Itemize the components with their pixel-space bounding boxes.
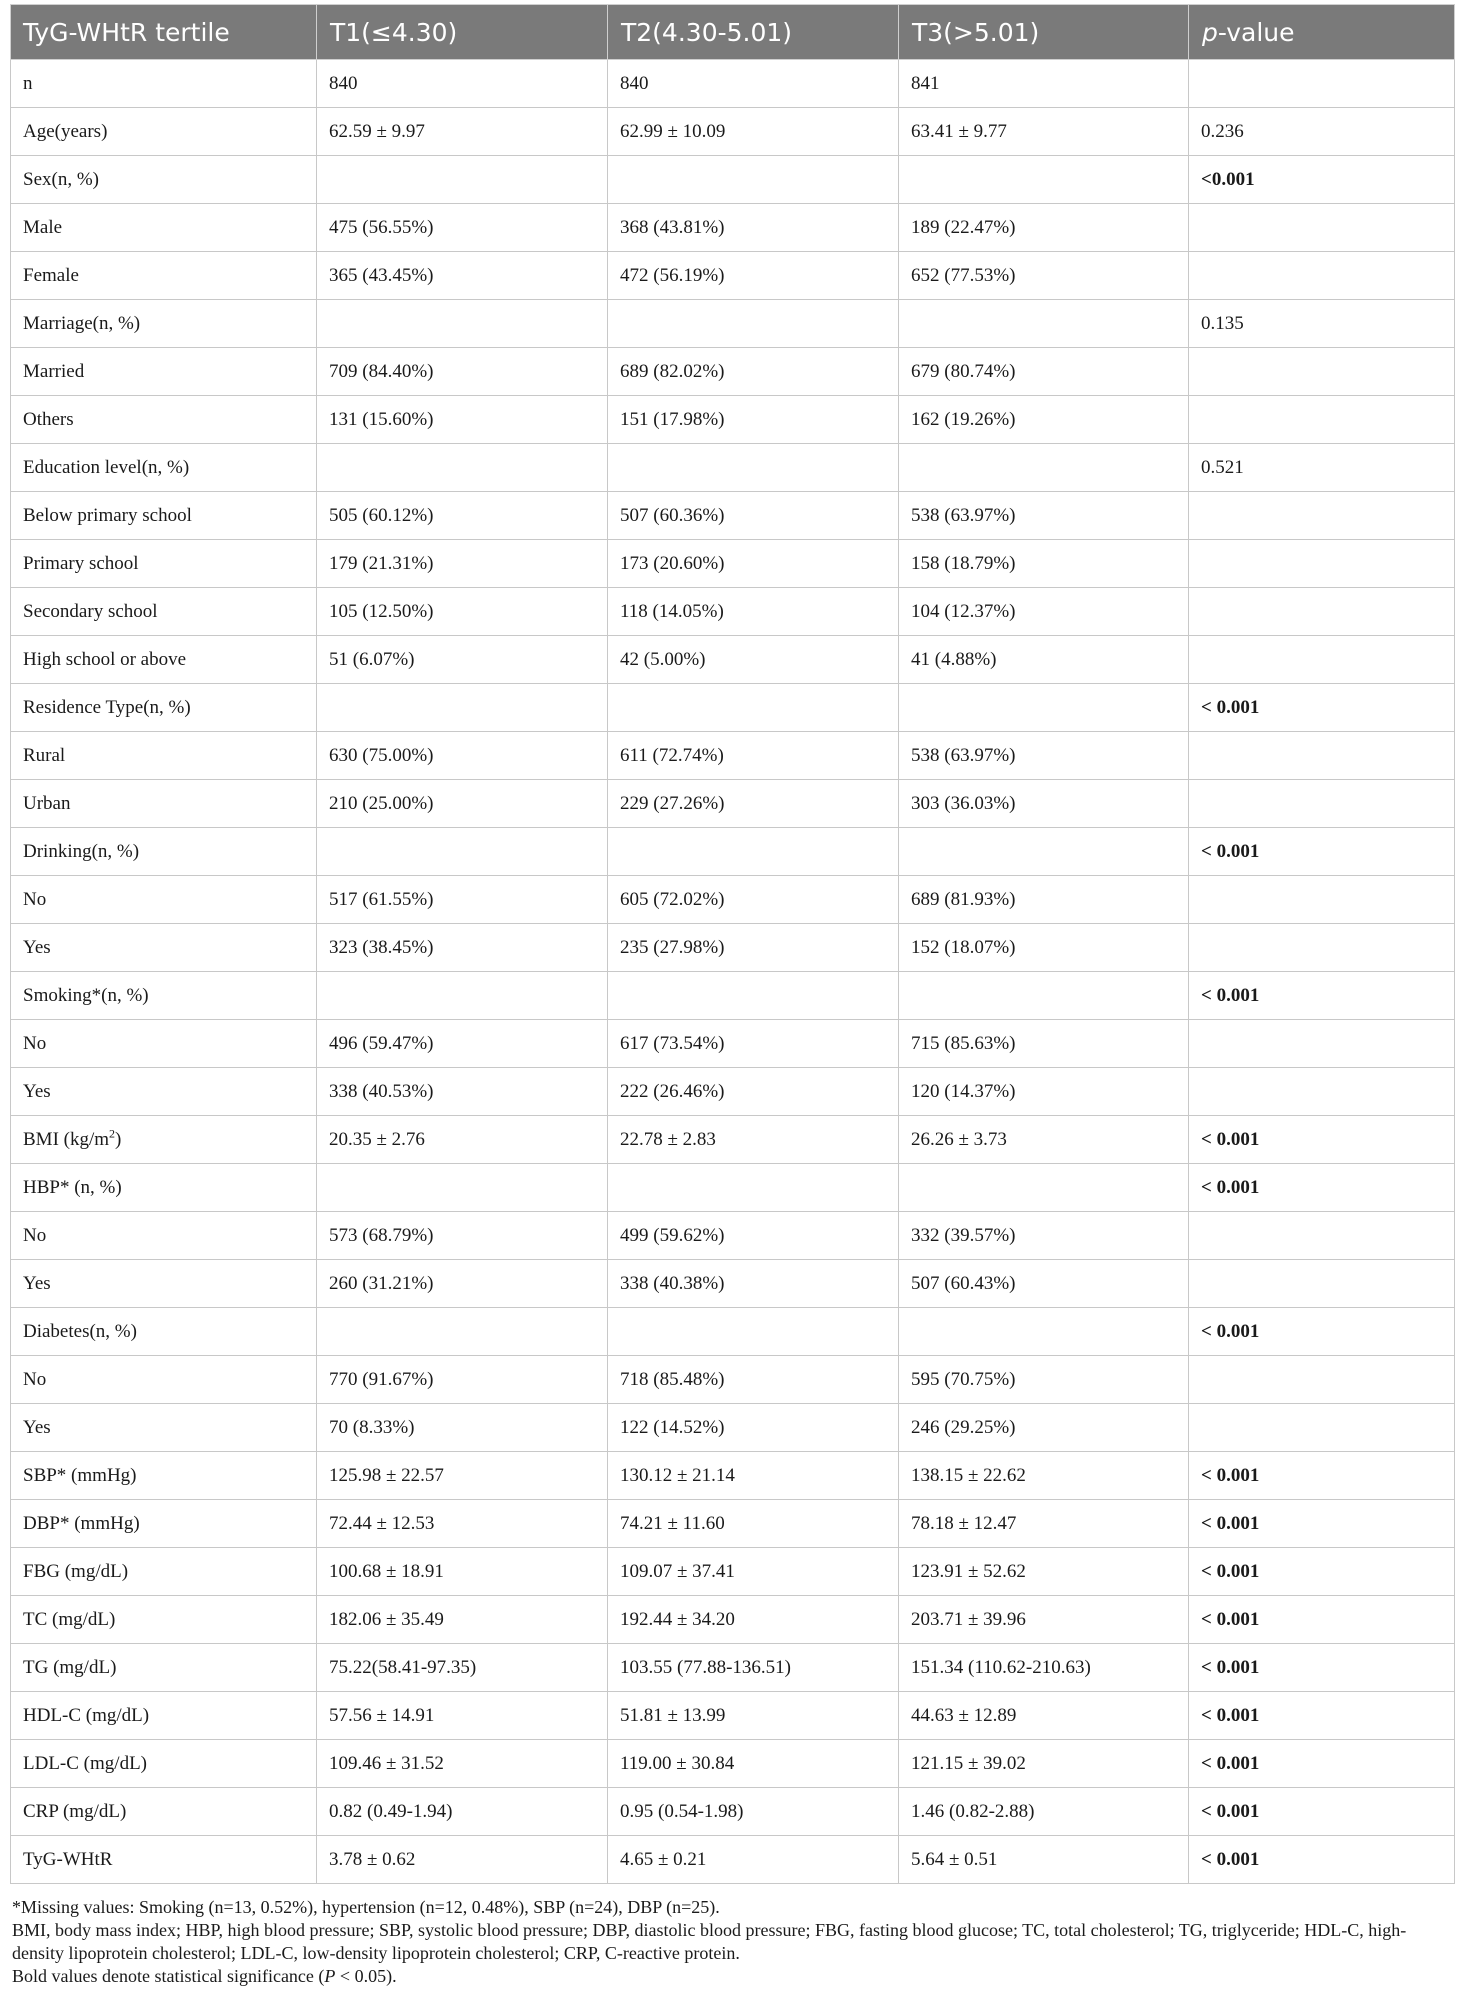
cell-t2: 22.78 ± 2.83 (608, 1116, 899, 1164)
table-row (11, 1692, 1455, 1740)
row-label-text: Sex(n, %) (23, 168, 99, 190)
header-p-rest: -value (1217, 17, 1295, 47)
footnote-abbrev-1: BMI, body mass index; HBP, high blood pressure; SBP, systolic blood pressure; DBP, diastolic blood pressure; FBG, fasting blood glucose; TC, total cholesterol; TG, triglyceride; HDL-C, high- (12, 1920, 1407, 1940)
cell-p-value: 0.521 (1189, 444, 1455, 492)
cell-t1: 630 (75.00%) (317, 732, 608, 780)
row-label (11, 1068, 317, 1116)
table-row (11, 924, 1455, 972)
row-label (11, 588, 317, 636)
row-label-text: LDL-C (mg/dL) (23, 1752, 148, 1774)
row-label-text: Smoking*(n, %) (23, 984, 149, 1006)
row-label-text: SBP* (mmHg) (23, 1464, 137, 1486)
cell-p-value (1189, 876, 1455, 924)
cell-t3: 5.64 ± 0.51 (899, 1836, 1189, 1884)
cell-t3: 538 (63.97%) (899, 492, 1189, 540)
row-label-text: Marriage(n, %) (23, 312, 141, 334)
cell-t1: 323 (38.45%) (317, 924, 608, 972)
cell-t1 (317, 156, 608, 204)
row-label-text: No (23, 1032, 47, 1054)
cell-t2: 192.44 ± 34.20 (608, 1596, 899, 1644)
table-row (11, 1548, 1455, 1596)
footnote-missing: *Missing values: Smoking (n=13, 0.52%), hypertension (n=12, 0.48%), SBP (n=24), DBP (n=25). (12, 1897, 720, 1917)
cell-p-value: < 0.001 (1189, 1116, 1455, 1164)
cell-t2: 122 (14.52%) (608, 1404, 899, 1452)
cell-p-value: < 0.001 (1189, 1836, 1455, 1884)
table-row (11, 60, 1455, 108)
cell-p-value: 0.135 (1189, 300, 1455, 348)
row-label (11, 1260, 317, 1308)
cell-t1: 709 (84.40%) (317, 348, 608, 396)
cell-p-value: < 0.001 (1189, 1308, 1455, 1356)
cell-t3: 246 (29.25%) (899, 1404, 1189, 1452)
cell-t2: 507 (60.36%) (608, 492, 899, 540)
row-label-text: Others (23, 408, 74, 430)
cell-p-value (1189, 540, 1455, 588)
row-label-text: Married (23, 360, 85, 382)
header-p-value (1189, 5, 1455, 60)
cell-p-value: < 0.001 (1189, 1548, 1455, 1596)
cell-t3 (899, 1308, 1189, 1356)
row-label (11, 1548, 317, 1596)
table-row (11, 636, 1455, 684)
row-label-text: Diabetes(n, %) (23, 1320, 137, 1342)
cell-t3 (899, 684, 1189, 732)
row-label-suffix: ) (115, 1128, 122, 1150)
footnote-significance (12, 1965, 1454, 1988)
cell-p-value: < 0.001 (1189, 684, 1455, 732)
cell-p-value (1189, 348, 1455, 396)
cell-p-value (1189, 1260, 1455, 1308)
cell-t2: 222 (26.46%) (608, 1068, 899, 1116)
table-row (11, 732, 1455, 780)
cell-p-value (1189, 252, 1455, 300)
cell-t1 (317, 972, 608, 1020)
row-label (11, 444, 317, 492)
footnote-abbrev-2: density lipoprotein cholesterol; LDL-C, low-density lipoprotein cholesterol; CRP, C-reactive protein. (12, 1943, 740, 1963)
cell-t2: 173 (20.60%) (608, 540, 899, 588)
cell-p-value (1189, 924, 1455, 972)
table-header (11, 5, 1455, 60)
cell-p-value: < 0.001 (1189, 1596, 1455, 1644)
cell-t1: 210 (25.00%) (317, 780, 608, 828)
table-container (10, 4, 1454, 1988)
cell-t2: 499 (59.62%) (608, 1212, 899, 1260)
table-row (11, 1452, 1455, 1500)
cell-p-value (1189, 492, 1455, 540)
cell-t3: 63.41 ± 9.77 (899, 108, 1189, 156)
cell-t1: 57.56 ± 14.91 (317, 1692, 608, 1740)
cell-p-value: 0.236 (1189, 108, 1455, 156)
table-row (11, 156, 1455, 204)
row-label-text: Below primary school (23, 504, 192, 526)
row-label (11, 348, 317, 396)
table-row (11, 444, 1455, 492)
row-label (11, 1212, 317, 1260)
cell-t1: 505 (60.12%) (317, 492, 608, 540)
cell-t3: 507 (60.43%) (899, 1260, 1189, 1308)
cell-t1: 125.98 ± 22.57 (317, 1452, 608, 1500)
row-label (11, 300, 317, 348)
row-label (11, 1116, 317, 1164)
cell-t1 (317, 1164, 608, 1212)
cell-t3: 44.63 ± 12.89 (899, 1692, 1189, 1740)
cell-p-value (1189, 60, 1455, 108)
footnote-sig-a: Bold values denote statistical significance ( (12, 1966, 325, 1986)
cell-t2 (608, 1308, 899, 1356)
cell-t1 (317, 444, 608, 492)
cell-t3: 121.15 ± 39.02 (899, 1740, 1189, 1788)
cell-t2: 118 (14.05%) (608, 588, 899, 636)
cell-t1: 573 (68.79%) (317, 1212, 608, 1260)
row-label (11, 876, 317, 924)
cell-t3: 595 (70.75%) (899, 1356, 1189, 1404)
cell-t1 (317, 1308, 608, 1356)
table-row (11, 828, 1455, 876)
cell-p-value (1189, 1356, 1455, 1404)
table-row (11, 540, 1455, 588)
table-row (11, 1404, 1455, 1452)
cell-t1: 517 (61.55%) (317, 876, 608, 924)
cell-t2: 0.95 (0.54-1.98) (608, 1788, 899, 1836)
header-p-italic: p (1202, 17, 1218, 47)
table-row (11, 300, 1455, 348)
row-label-text: Secondary school (23, 600, 158, 622)
cell-t1: 70 (8.33%) (317, 1404, 608, 1452)
cell-t3: 715 (85.63%) (899, 1020, 1189, 1068)
cell-p-value: < 0.001 (1189, 1164, 1455, 1212)
row-label (11, 156, 317, 204)
row-label (11, 684, 317, 732)
table-row (11, 396, 1455, 444)
cell-t2: 130.12 ± 21.14 (608, 1452, 899, 1500)
cell-t1: 496 (59.47%) (317, 1020, 608, 1068)
cell-t1: 260 (31.21%) (317, 1260, 608, 1308)
cell-t1: 0.82 (0.49-1.94) (317, 1788, 608, 1836)
cell-t2: 338 (40.38%) (608, 1260, 899, 1308)
cell-t3 (899, 156, 1189, 204)
row-label-text: CRP (mg/dL) (23, 1800, 127, 1822)
table-row (11, 1164, 1455, 1212)
header-t1: T1(≤4.30) (317, 5, 608, 60)
cell-t1: 840 (317, 60, 608, 108)
row-label (11, 204, 317, 252)
cell-t2: 42 (5.00%) (608, 636, 899, 684)
table-row (11, 972, 1455, 1020)
table-row (11, 876, 1455, 924)
row-label-text: Male (23, 216, 63, 238)
table-row (11, 1500, 1455, 1548)
cell-t2: 229 (27.26%) (608, 780, 899, 828)
row-label-text: Education level(n, %) (23, 456, 190, 478)
row-label-text: TC (mg/dL) (23, 1608, 116, 1630)
cell-t1 (317, 828, 608, 876)
cell-t2: 605 (72.02%) (608, 876, 899, 924)
row-label (11, 924, 317, 972)
row-label (11, 396, 317, 444)
row-label (11, 1356, 317, 1404)
header-tertile: TyG-WHtR tertile (11, 5, 317, 60)
table-row (11, 1308, 1455, 1356)
cell-t2 (608, 156, 899, 204)
cell-t2: 151 (17.98%) (608, 396, 899, 444)
row-label-text: Yes (23, 936, 51, 958)
cell-t2: 74.21 ± 11.60 (608, 1500, 899, 1548)
cell-t2: 472 (56.19%) (608, 252, 899, 300)
row-label-text: Yes (23, 1416, 51, 1438)
cell-p-value: < 0.001 (1189, 1452, 1455, 1500)
row-label-text: TG (mg/dL) (23, 1656, 117, 1678)
cell-t3 (899, 828, 1189, 876)
row-label-text: Urban (23, 792, 71, 814)
cell-t2: 109.07 ± 37.41 (608, 1548, 899, 1596)
table-body (11, 60, 1455, 1884)
cell-t1: 131 (15.60%) (317, 396, 608, 444)
cell-t3 (899, 1164, 1189, 1212)
header-t3: T3(>5.01) (899, 5, 1189, 60)
table-row (11, 1116, 1455, 1164)
cell-p-value: < 0.001 (1189, 1500, 1455, 1548)
row-label (11, 1740, 317, 1788)
row-label-text: No (23, 888, 47, 910)
cell-t3 (899, 300, 1189, 348)
row-label-superscript: 2 (109, 1126, 116, 1141)
row-label (11, 972, 317, 1020)
table-row (11, 1836, 1455, 1884)
table-row (11, 1260, 1455, 1308)
cell-t3: 841 (899, 60, 1189, 108)
table-footnotes (10, 1896, 1454, 1988)
cell-t3: 689 (81.93%) (899, 876, 1189, 924)
table-row (11, 588, 1455, 636)
table-row (11, 1020, 1455, 1068)
cell-t1: 62.59 ± 9.97 (317, 108, 608, 156)
cell-t3: 151.34 (110.62-210.63) (899, 1644, 1189, 1692)
cell-p-value (1189, 396, 1455, 444)
row-label-text: High school or above (23, 648, 187, 670)
footnote-sig-b: < 0.05). (335, 1966, 397, 1986)
cell-t3: 152 (18.07%) (899, 924, 1189, 972)
row-label-text: No (23, 1224, 47, 1246)
cell-p-value: < 0.001 (1189, 1644, 1455, 1692)
table-row (11, 780, 1455, 828)
cell-t2: 840 (608, 60, 899, 108)
row-label (11, 780, 317, 828)
header-t2: T2(4.30-5.01) (608, 5, 899, 60)
table-row (11, 204, 1455, 252)
row-label-text: HDL-C (mg/dL) (23, 1704, 150, 1726)
cell-t2: 103.55 (77.88-136.51) (608, 1644, 899, 1692)
row-label (11, 828, 317, 876)
row-label-text: Age(years) (23, 120, 108, 142)
table-row (11, 492, 1455, 540)
cell-p-value (1189, 1068, 1455, 1116)
cell-t2 (608, 684, 899, 732)
cell-t3: 158 (18.79%) (899, 540, 1189, 588)
cell-t3: 138.15 ± 22.62 (899, 1452, 1189, 1500)
row-label-text: TyG-WHtR (23, 1848, 113, 1870)
cell-t3: 26.26 ± 3.73 (899, 1116, 1189, 1164)
row-label (11, 60, 317, 108)
cell-t3: 120 (14.37%) (899, 1068, 1189, 1116)
cell-t1: 20.35 ± 2.76 (317, 1116, 608, 1164)
cell-t1: 72.44 ± 12.53 (317, 1500, 608, 1548)
cell-t3 (899, 972, 1189, 1020)
cell-t2 (608, 1164, 899, 1212)
table-row (11, 252, 1455, 300)
row-label-text: Rural (23, 744, 66, 766)
footnote-sig-p: P (324, 1966, 336, 1986)
table-row (11, 1740, 1455, 1788)
row-label (11, 252, 317, 300)
cell-t3: 162 (19.26%) (899, 396, 1189, 444)
cell-t1: 365 (43.45%) (317, 252, 608, 300)
cell-p-value: <0.001 (1189, 156, 1455, 204)
cell-t1: 75.22(58.41-97.35) (317, 1644, 608, 1692)
table-row (11, 348, 1455, 396)
cell-t1: 338 (40.53%) (317, 1068, 608, 1116)
cell-t2 (608, 444, 899, 492)
cell-p-value (1189, 636, 1455, 684)
cell-t1: 770 (91.67%) (317, 1356, 608, 1404)
row-label (11, 108, 317, 156)
row-label-text: Drinking(n, %) (23, 840, 140, 862)
row-label-text: n (23, 72, 33, 94)
row-label-text: DBP* (mmHg) (23, 1512, 140, 1534)
row-label (11, 540, 317, 588)
cell-p-value: < 0.001 (1189, 1692, 1455, 1740)
cell-t2: 4.65 ± 0.21 (608, 1836, 899, 1884)
cell-t2: 51.81 ± 13.99 (608, 1692, 899, 1740)
table-row (11, 1356, 1455, 1404)
row-label (11, 636, 317, 684)
cell-p-value (1189, 1020, 1455, 1068)
table-row (11, 1596, 1455, 1644)
cell-p-value: < 0.001 (1189, 1788, 1455, 1836)
cell-t1: 475 (56.55%) (317, 204, 608, 252)
cell-p-value (1189, 732, 1455, 780)
cell-t3: 679 (80.74%) (899, 348, 1189, 396)
row-label-text: Primary school (23, 552, 139, 574)
cell-t1: 182.06 ± 35.49 (317, 1596, 608, 1644)
row-label (11, 1836, 317, 1884)
cell-t1: 109.46 ± 31.52 (317, 1740, 608, 1788)
cell-t1: 51 (6.07%) (317, 636, 608, 684)
baseline-characteristics-table (10, 4, 1455, 1884)
cell-t2 (608, 828, 899, 876)
cell-t3: 303 (36.03%) (899, 780, 1189, 828)
row-label (11, 1164, 317, 1212)
cell-p-value (1189, 1404, 1455, 1452)
cell-t3: 203.71 ± 39.96 (899, 1596, 1189, 1644)
cell-t3: 123.91 ± 52.62 (899, 1548, 1189, 1596)
row-label (11, 1596, 317, 1644)
cell-t3: 104 (12.37%) (899, 588, 1189, 636)
row-label (11, 1644, 317, 1692)
cell-p-value (1189, 780, 1455, 828)
header-row (11, 5, 1455, 60)
cell-t2: 718 (85.48%) (608, 1356, 899, 1404)
cell-t3: 1.46 (0.82-2.88) (899, 1788, 1189, 1836)
cell-p-value: < 0.001 (1189, 1740, 1455, 1788)
cell-t3: 78.18 ± 12.47 (899, 1500, 1189, 1548)
cell-t2 (608, 300, 899, 348)
row-label (11, 1452, 317, 1500)
row-label-text: HBP* (n, %) (23, 1176, 122, 1198)
cell-t3: 652 (77.53%) (899, 252, 1189, 300)
cell-t1: 100.68 ± 18.91 (317, 1548, 608, 1596)
cell-p-value (1189, 1212, 1455, 1260)
cell-t2 (608, 972, 899, 1020)
row-label (11, 1404, 317, 1452)
row-label-text: Yes (23, 1080, 51, 1102)
cell-t3: 332 (39.57%) (899, 1212, 1189, 1260)
row-label (11, 1692, 317, 1740)
cell-p-value: < 0.001 (1189, 972, 1455, 1020)
cell-t1: 3.78 ± 0.62 (317, 1836, 608, 1884)
row-label-text: FBG (mg/dL) (23, 1560, 129, 1582)
cell-t2: 368 (43.81%) (608, 204, 899, 252)
row-label-text: No (23, 1368, 47, 1390)
cell-t3: 538 (63.97%) (899, 732, 1189, 780)
cell-t2: 119.00 ± 30.84 (608, 1740, 899, 1788)
cell-t3: 189 (22.47%) (899, 204, 1189, 252)
cell-t3 (899, 444, 1189, 492)
cell-t1 (317, 684, 608, 732)
table-row (11, 684, 1455, 732)
cell-t3: 41 (4.88%) (899, 636, 1189, 684)
cell-t2: 617 (73.54%) (608, 1020, 899, 1068)
cell-t2: 62.99 ± 10.09 (608, 108, 899, 156)
row-label (11, 1500, 317, 1548)
cell-t1 (317, 300, 608, 348)
cell-t1: 179 (21.31%) (317, 540, 608, 588)
cell-t2: 235 (27.98%) (608, 924, 899, 972)
cell-t1: 105 (12.50%) (317, 588, 608, 636)
row-label (11, 1020, 317, 1068)
cell-t2: 689 (82.02%) (608, 348, 899, 396)
cell-p-value (1189, 588, 1455, 636)
table-row (11, 1788, 1455, 1836)
cell-p-value: < 0.001 (1189, 828, 1455, 876)
cell-p-value (1189, 204, 1455, 252)
row-label-text: Female (23, 264, 79, 286)
row-label (11, 1308, 317, 1356)
table-row (11, 108, 1455, 156)
row-label (11, 1788, 317, 1836)
row-label-text: Residence Type(n, %) (23, 696, 191, 718)
row-label (11, 732, 317, 780)
row-label (11, 492, 317, 540)
table-row (11, 1644, 1455, 1692)
table-row (11, 1068, 1455, 1116)
row-label-text: Yes (23, 1272, 51, 1294)
row-label-text: BMI (kg/m (23, 1128, 110, 1150)
table-row (11, 1212, 1455, 1260)
cell-t2: 611 (72.74%) (608, 732, 899, 780)
